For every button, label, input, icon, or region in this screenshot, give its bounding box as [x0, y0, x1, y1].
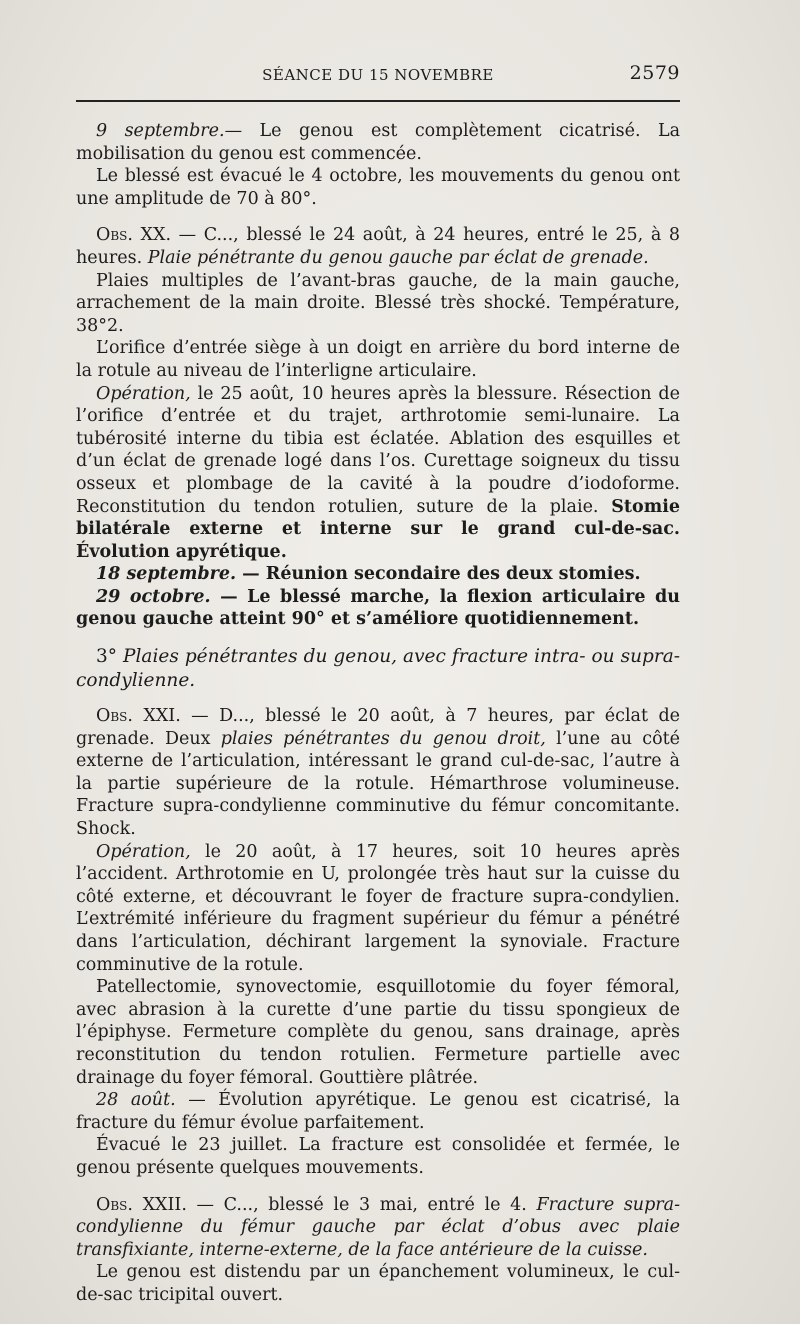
header-rule	[76, 100, 680, 102]
date-label: 9 septembre.	[96, 121, 225, 141]
paragraph: Le blessé est évacué le 4 octobre, les mouvements du genou ont une amplitude de 70 à 80°.	[76, 166, 680, 209]
diagnosis: Plaie pénétrante du genou gauche par éclat de grenade.	[147, 247, 649, 268]
observation-label: Obs. XXII.	[96, 1194, 187, 1215]
section-title: Plaies pénétrantes du genou, avec fracture intra- ou supra-condylienne.	[76, 646, 680, 692]
operation-label: Opération,	[96, 841, 191, 862]
paragraph: 29 octobre. — Le blessé marche, la flexion articulaire du genou gauche atteint 90° et s’améliore quotidiennement.	[76, 586, 680, 630]
paragraph: 9 septembre.— Le genou est complètement cicatrisé. La mobilisation du genou est commencée.	[76, 121, 681, 164]
date-label: 28 août.	[96, 1090, 176, 1111]
paragraph: Patellectomie, synovectomie, esquillotomie du foyer fémoral, avec abrasion à la curette d’une partie du tissu spongieux de l’épiphyse. Fermeture complète du genou, sans drainage, après reconstitution du tendon rotulien. Fermeture partielle avec drainage du foyer fémoral. Gouttière plâtrée.	[76, 977, 680, 1088]
section-heading	[76, 645, 680, 693]
paragraph: 28 août. — Évolution apyrétique. Le genou est cicatrisé, la fracture du fémur évolue parfaitement.	[76, 1090, 680, 1133]
paragraph: Opération, le 25 août, 10 heures après la blessure. Résection de l’orifice d’entrée et du trajet, arthrotomie semi-lunaire. La tubérosité interne du tibia est éclatée. Ablation des esquilles et d’un éclat de grenade logé dans l’os. Curettage soigneux du tissu osseux et plombage de la cavité à la poudre d’iodoforme. Reconstitution du tendon rotulien, suture de la plaie. Stomie bilatérale externe et interne sur le grand cul-de-sac. Évolution apyrétique.	[76, 383, 680, 562]
observation-heading: Obs. XXI. — D..., blessé le 20 août, à 7 heures, par éclat de grenade. Deux plaies pénétrantes du genou droit, l’une au côté externe de l’articulation, intéressant le grand cul-de-sac, l’autre à la partie supérieure de la rotule. Hémarthrose volumineuse. Fracture supra-condylienne comminutive du fémur concomitante. Shock.	[76, 706, 681, 840]
diagnosis: Fracture supra-condylienne du fémur gauche par éclat d’obus avec plaie transfixiante, interne-externe, de la face antérieure de la cuisse.	[76, 1194, 680, 1260]
running-header	[76, 60, 680, 90]
operation-label: Opération,	[96, 383, 191, 404]
paragraph: Le genou est distendu par un épanchement volumineux, le cul-de-sac tricipital ouvert.	[76, 1262, 680, 1305]
observation-label: Obs. XXI.	[96, 706, 181, 727]
header-title: SÉANCE DU 15 NOVEMBRE	[262, 66, 494, 84]
paragraph: 18 septembre. — Réunion secondaire des deux stomies.	[96, 564, 641, 585]
paragraph: L’orifice d’entrée siège à un doigt en arrière du bord interne de la rotule au niveau de l’interligne articulaire.	[76, 338, 680, 381]
date-label: 18 septembre.	[96, 564, 237, 585]
observation-label: Obs. XX.	[96, 225, 172, 246]
paragraph: Plaies multiples de l’avant-bras gauche, de la main gauche, arrachement de la main droite. Blessé très shocké. Température, 38°2.	[76, 270, 680, 336]
date-label: 29 octobre.	[96, 586, 211, 607]
paragraph: Évacué le 23 juillet. La fracture est consolidée et fermée, le genou présente quelques mouvements.	[76, 1135, 680, 1178]
paragraph: Opération, le 20 août, à 17 heures, soit 10 heures après l’accident. Arthrotomie en U, prolongée très haut sur la cuisse du côté externe, et découvrant le foyer de fracture supra-condylien. L’extrémité inférieure du fragment supérieur du fémur a pénétré dans l’articulation, déchirant largement la synoviale. Fracture comminutive de la rotule.	[76, 841, 680, 975]
observation-heading: Obs. XXII. — C..., blessé le 3 mai, entré le 4. Fracture supra-condylienne du fémur gauche par éclat d’obus avec plaie transfixiante, interne-externe, de la face antérieure de la cuisse.	[76, 1194, 680, 1260]
section-number: 3°	[96, 646, 118, 668]
page-number: 2579	[629, 62, 680, 84]
body-text	[76, 120, 680, 1307]
observation-heading: Obs. XX. — C..., blessé le 24 août, à 24 heures, entré le 25, à 8 heures. Plaie pénétrante du genou gauche par éclat de grenade.	[76, 225, 680, 268]
